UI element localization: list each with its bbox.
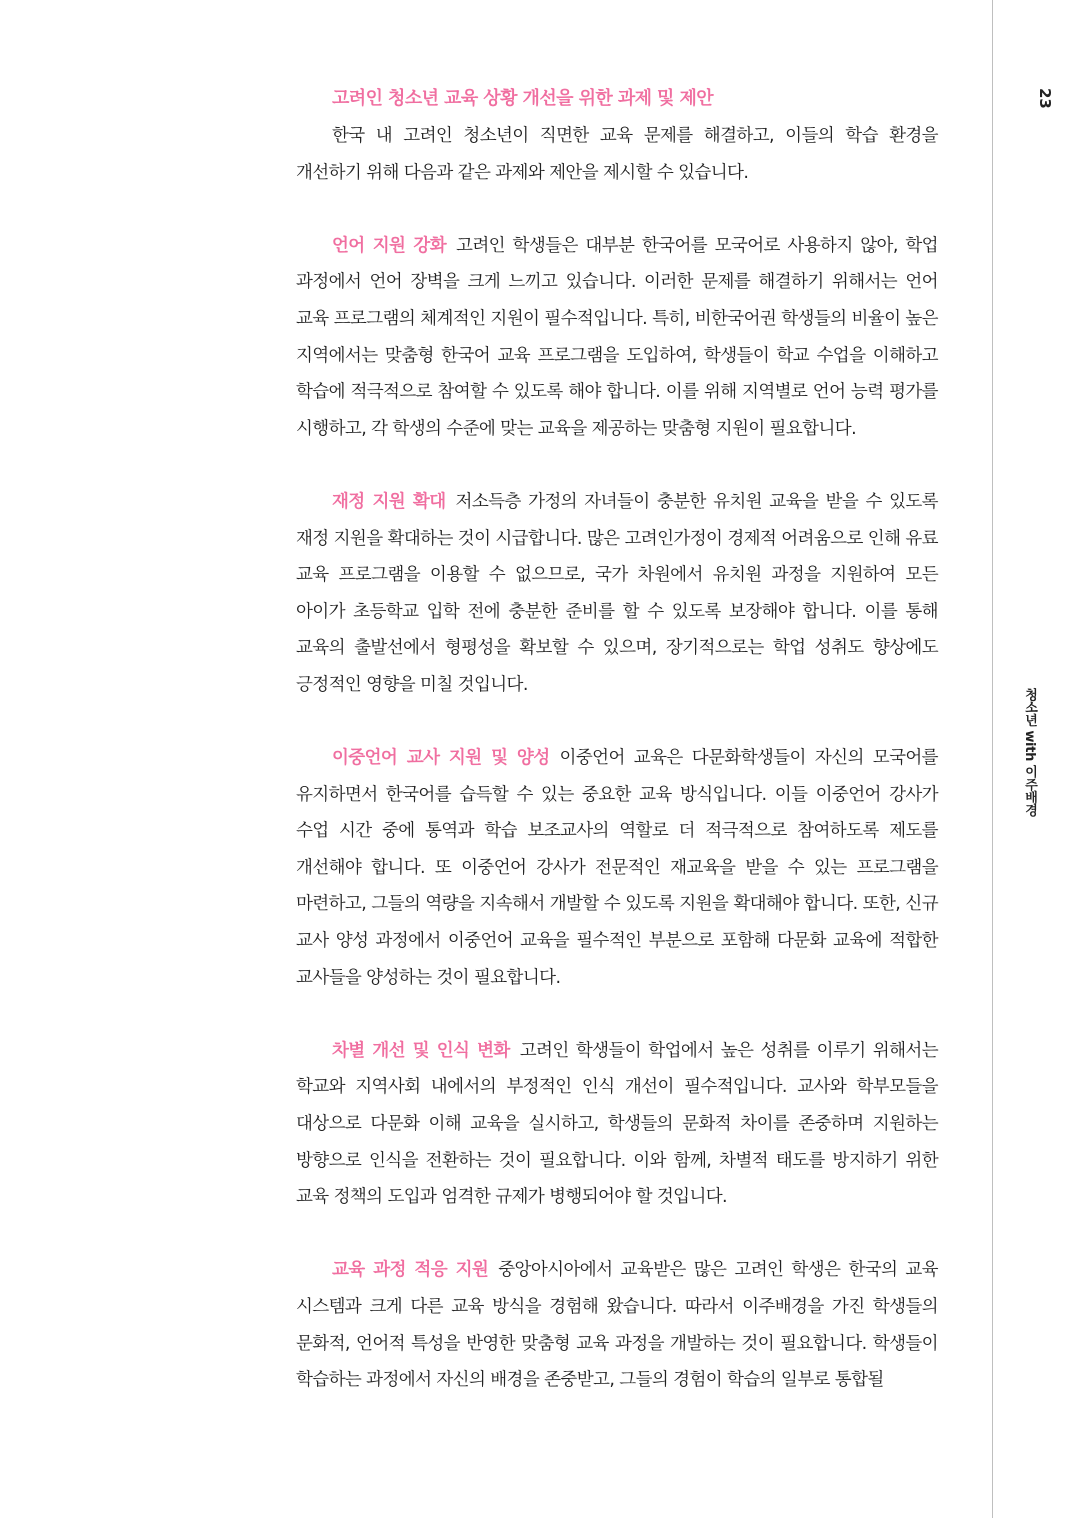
section-discrimination [296, 1033, 938, 1216]
section-lead-title: 교육 과정 적응 지원 [332, 1260, 489, 1281]
section-body-text: 저소득층 가정의 자녀들이 충분한 유치원 교육을 받을 수 있도록 재정 지원을 확대하는 것이 시급합니다. 많은 고려인가정이 경제적 어려움으로 인해 유료 교육 프로그램을 이용할 수 없으므로, 국가 차원에서 유치원 과정을 지원하여 모든 아이가 초등학교 입학 전에 충분한 준비를 할 수 있도록 보장해야 합니다. 이를 통해 교육의 출발선에서 형평성을 확보할 수 있으며, 장기적으로는 학업 성취도 향상에도 긍정적인 영향을 미칠 것입니다. [296, 491, 938, 695]
page-number: 23 [1036, 88, 1054, 109]
section-financial-support [296, 484, 938, 704]
intro-paragraph: 한국 내 고려인 청소년이 직면한 교육 문제를 해결하고, 이들의 학습 환경을 개선하기 위해 다음과 같은 과제와 제안을 제시할 수 있습니다. [296, 126, 938, 183]
section-body-text: 이중언어 교육은 다문화학생들이 자신의 모국어를 유지하면서 한국어를 습득할 수 있는 중요한 교육 방식입니다. 이들 이중언어 강사가 수업 시간 중에 통역과 학습 보조교사의 역할로 더 적극적으로 참여하도록 제도를 개선해야 합니다. 또 이중언어 강사가 전문적인 재교육을 받을 수 있는 프로그램을 마련하고, 그들의 역량을 지속해서 개발할 수 있도록 지원을 확대해야 합니다. 또한, 신규 교사 양성 과정에서 이중언어 교육을 필수적인 부분으로 포함해 다문화 교육에 적합한 교사들을 양성하는 것이 필요합니다. [296, 748, 938, 988]
section-bilingual-teachers [296, 740, 938, 996]
section-curriculum-adaptation [296, 1252, 938, 1398]
section-lead-title: 재정 지원 확대 [332, 491, 446, 512]
margin-divider [992, 0, 993, 1518]
section-body-text: 고려인 학생들은 대부분 한국어를 모국어로 사용하지 않아, 학업 과정에서 언어 장벽을 크게 느끼고 있습니다. 이러한 문제를 해결하기 위해서는 언어 교육 프로그램의 체계적인 지원이 필수적입니다. 특히, 비한국어권 학생들의 비율이 높은 지역에서는 맞춤형 한국어 교육 프로그램을 도입하여, 학생들이 학교 수업을 이해하고 학습에 적극적으로 참여할 수 있도록 해야 합니다. 이를 위해 지역별로 언어 능력 평가를 시행하고, 각 학생의 수준에 맞는 교육을 제공하는 맞춤형 지원이 필요합니다. [296, 235, 938, 439]
running-title: 청소년 with 이주배경 [1022, 688, 1037, 817]
section-lead-title: 언어 지원 강화 [332, 235, 447, 256]
section-lead-title: 이중언어 교사 지원 및 양성 [332, 748, 550, 769]
section-body-text: 중앙아시아에서 교육받은 많은 고려인 학생은 한국의 교육 시스템과 크게 다른 교육 방식을 경험해 왔습니다. 따라서 이주배경을 가진 학생들의 문화적, 언어적 특성을 반영한 맞춤형 교육 과정을 개발하는 것이 필요합니다. 학생들이 학습하는 과정에서 자신의 배경을 존중받고, 그들의 경험이 학습의 일부로 통합될 [296, 1260, 938, 1391]
section-language-support [296, 228, 938, 448]
section-lead-title: 차별 개선 및 인식 변화 [332, 1040, 510, 1061]
article-body [296, 84, 938, 1399]
section-heading: 고려인 청소년 교육 상황 개선을 위한 과제 및 제안 [332, 88, 714, 109]
section-body-text: 고려인 학생들이 학업에서 높은 성취를 이루기 위해서는 학교와 지역사회 내에서의 부정적인 인식 개선이 필수적입니다. 교사와 학부모들을 대상으로 다문화 이해 교육을 실시하고, 학생들의 문화적 차이를 존중하며 지원하는 방향으로 인식을 전환하는 것이 필요합니다. 이와 함께, 차별적 태도를 방지하기 위한 교육 정책의 도입과 엄격한 규제가 병행되어야 할 것입니다. [296, 1040, 938, 1208]
